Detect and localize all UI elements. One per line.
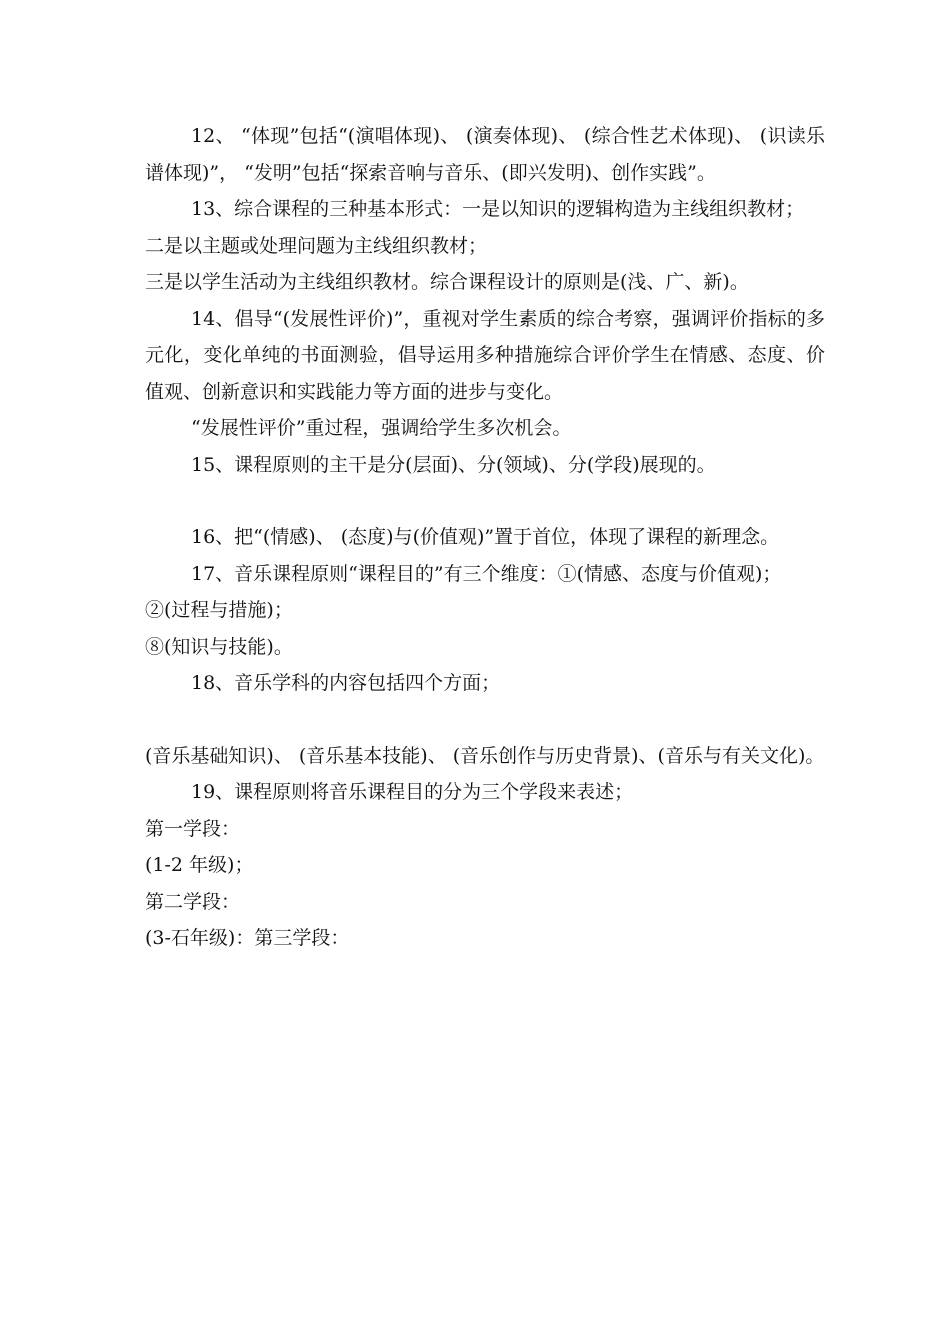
paragraph-19-stage-2-grades: (3-石年级)：第三学段： [145,927,350,949]
paragraph-19-stage-1: 第一学段： [145,817,241,840]
paragraph-12: 12、 “体现”包括“(演唱体现)、 (演奏体现)、 (综合性艺术体现)、 (识读乐谱体现)”， “发明”包括“探索音响与音乐、(即兴发明)、创作实践”。 [145,125,825,184]
paragraph-16: 16、把“(情感)、 (态度)与(价值观)”置于首位，体现了课程的新理念。 [191,526,780,548]
paragraph-19: 19、课程原则将音乐课程目的分为三个学段来表述； [191,781,634,803]
paragraph-19-stage-2: 第二学段： [145,890,241,913]
paragraph-15: 15、课程原则的主干是分(层面)、分(领域)、分(学段)展现的。 [191,453,716,476]
paragraph-13-line-2: 二是以主题或处理问题为主线组织教材； [145,234,488,257]
paragraph-14: 14、倡导“(发展性评价)”，重视对学生素质的综合考察，强调评价指标的多元化，变化单纯的书面测验，倡导运用多种措施综合评价学生在情感、态度、价值观、创新意识和实践能力等方面的进步与变化。 [145,307,825,403]
paragraph-18-items: (音乐基础知识)、 (音乐基本技能)、 (音乐创作与历史背景)、(音乐与有关文化)。 [145,744,825,767]
paragraph-13: 13、综合课程的三种基本形式：一是以知识的逻辑构造为主线组织教材； [191,198,805,220]
paragraph-19-stage-1-grades: (1-2 年级)； [145,854,254,876]
paragraph-13-line-3: 三是以学生活动为主线组织教材。综合课程设计的原则是(浅、广、新)。 [145,271,749,293]
paragraph-17-item-3: ⑧(知识与技能)。 [145,635,293,658]
paragraph-14-note: “发展性评价”重过程，强调给学生多次机会。 [191,417,572,439]
paragraph-17: 17、音乐课程原则“课程目的”有三个维度：①(情感、态度与价值观)； [191,562,782,585]
paragraph-18: 18、音乐学科的内容包括四个方面； [191,672,501,694]
paragraph-17-item-2: ②(过程与措施)； [145,599,293,621]
document-body [145,118,825,957]
